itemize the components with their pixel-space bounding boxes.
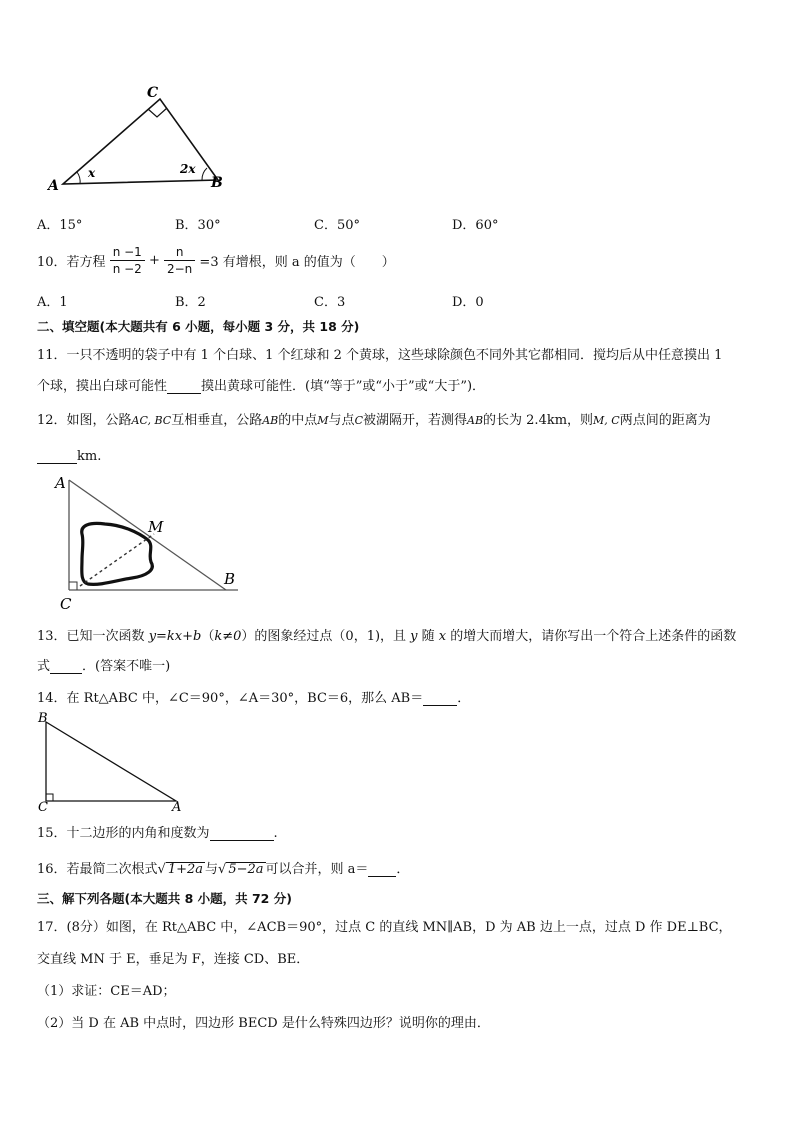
point-label-b: B	[224, 570, 236, 588]
q12-text: 两点间的距离为	[619, 413, 711, 428]
q17-line-2: 交直线 MN 于 E，垂足为 F，连接 CD、BE．	[37, 952, 310, 967]
radicand-1: 1+2a	[167, 862, 204, 877]
vertex-label-c: C	[147, 85, 159, 101]
option-d[interactable]: D．0	[452, 295, 484, 310]
answer-blank[interactable]	[50, 659, 82, 674]
angle-label-x: x	[88, 166, 96, 180]
fraction-2	[164, 244, 195, 277]
q12-line-1	[37, 409, 711, 428]
math-var: x	[438, 629, 447, 644]
q11-text-a: 个球，摸出白球可能性	[37, 379, 168, 394]
answer-blank[interactable]	[167, 379, 201, 394]
radicand-2: 5−2a	[228, 862, 264, 877]
math-var: M	[317, 414, 329, 427]
right-triangle-figure-q14	[34, 708, 194, 813]
q15-end: .	[273, 826, 278, 841]
q12-text: 的长为 2.4km，则	[483, 413, 594, 428]
answer-blank[interactable]	[37, 449, 77, 464]
option-c[interactable]: C．50°	[314, 218, 360, 233]
q17-line-1: 17．(8分）如图，在 Rt△ABC 中，∠ACB＝90°，过点 C 的直线 MN∥AB，D 为 AB 边上一点，过点 D 作 DE⊥BC，	[37, 920, 732, 935]
q13-text: 的增大而增大，请你写出一个符合上述条件的函数	[446, 629, 737, 644]
radical-sign-icon: √	[218, 862, 227, 877]
question-14	[37, 687, 470, 706]
vertex-label-a: A	[48, 178, 59, 194]
fraction-2-numerator: n	[164, 244, 195, 261]
q14-text: 14．在 Rt△ABC 中，∠C＝90°，∠A＝30°，BC＝6，那么 AB＝	[37, 691, 424, 706]
q14-end: ．	[457, 691, 471, 706]
q16-text: 16．若最简二次根式	[37, 862, 158, 877]
vertex-label-c: C	[38, 800, 48, 813]
radical-sign-icon: √	[157, 862, 166, 877]
q15-text: 15．十二边形的内角和度数为	[37, 826, 210, 841]
fraction-2-denominator: 2−n	[166, 262, 193, 276]
answer-blank[interactable]	[210, 826, 274, 841]
q13-text: 式	[37, 659, 51, 674]
point-label-a: A	[55, 474, 66, 492]
math-expression: k≠0	[214, 629, 242, 644]
q12-text: 12．如图，公路	[37, 413, 132, 428]
math-var: AB	[262, 414, 279, 427]
triangle-figure-q9	[40, 80, 240, 195]
plus-sign: +	[148, 253, 160, 268]
q13-text: 随	[417, 629, 439, 644]
q12-text: 被湖隔开，若测得	[362, 413, 467, 428]
q13-line-1	[37, 625, 736, 644]
q17-part-2: （2）当 D 在 AB 中点时，四边形 BECD 是什么特殊四边形？说明你的理由．	[37, 1016, 490, 1031]
road-lake-figure-q12	[50, 470, 250, 615]
q13-text: ）的图象经过点（0，1)，且	[241, 629, 411, 644]
q10-prefix: 10．若方程	[37, 255, 106, 270]
option-b[interactable]: B．30°	[175, 218, 221, 233]
q13-text: 13．已知一次函数	[37, 629, 149, 644]
q13-text: ．(答案不唯一)	[82, 659, 171, 674]
q10-suffix: =3 有增根，则 a 的值为（ ）	[199, 255, 395, 270]
point-label-m: M	[148, 518, 164, 536]
fraction-1-denominator: n −2	[112, 262, 142, 276]
option-d[interactable]: D．60°	[452, 218, 499, 233]
q12-line-2	[37, 449, 101, 464]
vertex-label-b: B	[211, 175, 223, 191]
q12-text: 与点	[328, 413, 355, 428]
vertex-label-a: A	[172, 800, 182, 813]
point-label-c: C	[60, 595, 72, 613]
option-c[interactable]: C．3	[314, 295, 346, 310]
option-b[interactable]: B．2	[175, 295, 206, 310]
q12-text: 的中点	[278, 413, 318, 428]
q13-line-2	[37, 655, 170, 674]
answer-blank[interactable]	[423, 691, 457, 706]
option-a[interactable]: A．1	[37, 295, 68, 310]
q16-text: 与	[205, 862, 219, 877]
answer-blank[interactable]	[368, 862, 396, 877]
math-var: C	[354, 414, 363, 427]
math-var: M, C	[593, 414, 620, 427]
question-15	[37, 822, 278, 841]
question-16	[37, 858, 409, 877]
fraction-1	[110, 244, 145, 277]
math-expression: y=kx+b	[148, 629, 202, 644]
q11-line-1: 11．一只不透明的袋子中有 1 个白球、1 个红球和 2 个黄球，这些球除颜色不同外其它都相同．搅均后从中任意摸出 1	[37, 348, 723, 363]
q16-text: 可以合并，则 a＝	[265, 862, 369, 877]
q11-line-2	[37, 375, 485, 394]
math-var: AB	[467, 414, 484, 427]
q12-text: 互相垂直，公路	[171, 413, 263, 428]
q12-unit: km.	[77, 449, 102, 464]
section-3-heading: 三、解下列各题(本大题共 8 小题，共 72 分)	[37, 891, 292, 906]
section-2-heading: 二、填空题(本大题共有 6 小题，每小题 3 分，共 18 分)	[37, 319, 360, 334]
question-10	[37, 244, 395, 277]
q11-text-b: 摸出黄球可能性．(填“等于”或“小于”或“大于”)．	[201, 379, 486, 394]
fraction-1-numerator: n −1	[110, 244, 145, 261]
option-a[interactable]: A．15°	[37, 218, 83, 233]
math-var: y	[410, 629, 418, 644]
q13-text: （	[201, 629, 215, 644]
angle-label-2x: 2x	[180, 162, 196, 176]
q16-end: ．	[396, 862, 410, 877]
q17-part-1: （1）求证：CE＝AD；	[37, 984, 176, 999]
vertex-label-b: B	[38, 711, 48, 726]
math-var: AC, BC	[131, 414, 172, 427]
